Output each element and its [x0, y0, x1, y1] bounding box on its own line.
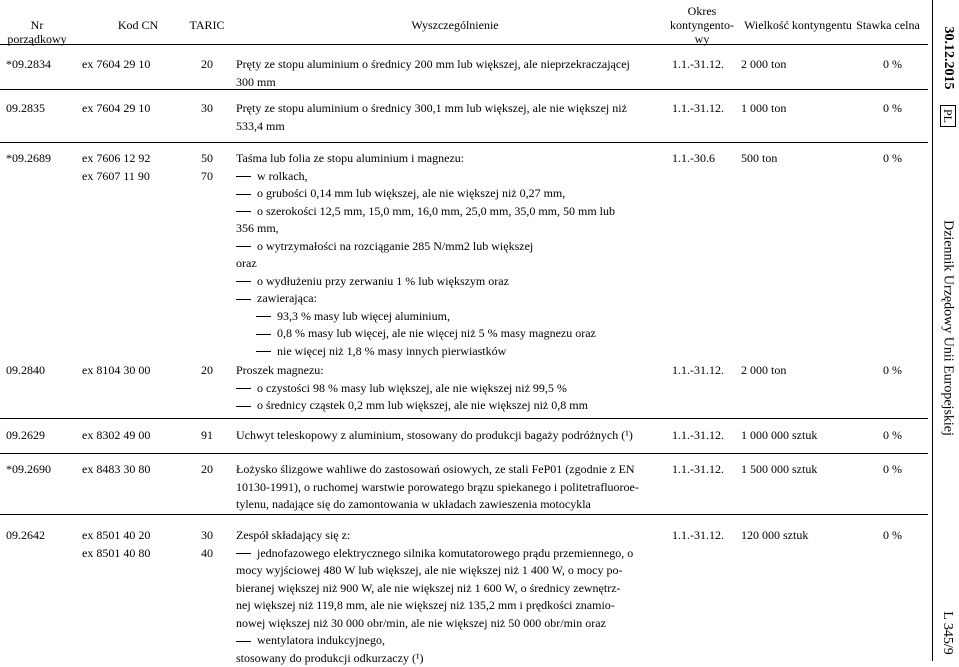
- description-line: bieranej większej niż 900 W, ale nie większej niż 1 600 W, o średnicy zewnętrz-: [236, 580, 656, 598]
- cn-code: [82, 100, 192, 118]
- description: [236, 527, 656, 667]
- cn-code-value: ex 8501 40 80: [82, 545, 192, 563]
- description-line: Pręty ze stopu aluminium o średnicy 300,1 mm lub większej, ale nie większej niż: [236, 100, 656, 118]
- header-nr: Nr porządkowy: [0, 18, 74, 46]
- list-dash: [236, 641, 251, 642]
- duty-rate: 0 %: [862, 427, 902, 445]
- duty-rate: 0 %: [862, 56, 902, 74]
- description-line: Taśma lub folia ze stopu aluminium i magnezu:: [236, 150, 656, 168]
- cn-code-value: ex 8483 30 80: [82, 461, 192, 479]
- quota-period: 1.1.-31.12.: [672, 427, 736, 445]
- header-taric: TARIC: [188, 18, 226, 32]
- description: [236, 150, 656, 360]
- row-rule: [0, 142, 928, 143]
- description-line: wentylatora indukcyjnego,: [236, 632, 656, 650]
- description-line: 533,4 mm: [236, 118, 656, 136]
- description-line: 0,8 % masy lub więcej, ale nie więcej niż 5 % masy magnezu oraz: [236, 325, 656, 343]
- cn-code: [82, 527, 192, 562]
- list-dash: [236, 246, 251, 247]
- description-line: nie więcej niż 1,8 % masy innych pierwiastków: [236, 343, 656, 361]
- journal-date: 30.12.2015: [940, 18, 956, 98]
- description-line: o czystości 98 % masy lub większej, ale nie większej niż 99,5 %: [236, 380, 656, 398]
- list-dash: [236, 211, 251, 212]
- taric-code-value: 30: [196, 527, 218, 545]
- journal-title: Dziennik Urzędowy Unii Europejskiej: [940, 206, 956, 451]
- description-line: Łożysko ślizgowe wahliwe do zastosowań osiowych, ze stali FeP01 (zgodnie z EN: [236, 461, 656, 479]
- list-dash: [236, 388, 251, 389]
- list-dash: [256, 316, 271, 317]
- description-line: 356 mm,: [236, 220, 656, 238]
- serial-number: *09.2690: [6, 461, 76, 479]
- duty-rate: 0 %: [862, 527, 902, 545]
- table-header: [0, 0, 930, 44]
- duty-rate: 0 %: [862, 461, 902, 479]
- list-dash: [256, 351, 271, 352]
- taric-code-value: 20: [196, 56, 218, 74]
- taric-code-value: 50: [196, 150, 218, 168]
- row-rule: [0, 418, 928, 419]
- quota-amount: 2 000 ton: [741, 56, 856, 74]
- list-dash: [236, 281, 251, 282]
- row-rule: [0, 453, 928, 454]
- header-quota-amount: Wielkość kontyngentu: [740, 18, 856, 32]
- quota-amount: 1 500 000 sztuk: [741, 461, 856, 479]
- cn-code: [82, 150, 192, 185]
- taric-code: [196, 362, 218, 380]
- cn-code: [82, 56, 192, 74]
- header-duty-rate: Stawka celna: [856, 18, 920, 32]
- description-line: nowej większej niż 30 000 obr/min, ale nie większej niż 50 000 obr/min oraz: [236, 615, 656, 633]
- list-dash: [236, 194, 251, 195]
- taric-code: [196, 100, 218, 118]
- header-rule: [0, 44, 928, 45]
- journal-page-ref: L 345/9: [939, 601, 955, 665]
- quota-amount: 2 000 ton: [741, 362, 856, 380]
- quota-period: 1.1.-31.12.: [672, 56, 736, 74]
- cn-code-value: ex 8104 30 00: [82, 362, 192, 380]
- cn-code-value: ex 7607 11 90: [82, 168, 192, 186]
- row-rule: [0, 514, 928, 515]
- description-line: zawierająca:: [236, 290, 656, 308]
- description-line: Zespół składający się z:: [236, 527, 656, 545]
- taric-code-value: 20: [196, 362, 218, 380]
- description: [236, 461, 656, 514]
- quota-period: 1.1.-31.12.: [672, 461, 736, 479]
- description-line: o szerokości 12,5 mm, 15,0 mm, 16,0 mm, 25,0 mm, 35,0 mm, 50 mm lub: [236, 203, 656, 221]
- taric-code: [196, 56, 218, 74]
- description-line: o średnicy cząstek 0,2 mm lub większej, ale nie większej niż 0,8 mm: [236, 397, 656, 415]
- description-line: 300 mm: [236, 74, 656, 92]
- header-description: Wyszczególnienie: [380, 18, 530, 32]
- duty-rate: 0 %: [862, 100, 902, 118]
- description: [236, 100, 656, 135]
- cn-code: [82, 461, 192, 479]
- list-dash: [236, 553, 251, 554]
- description-line: o wydłużeniu przy zerwaniu 1 % lub większym oraz: [236, 273, 656, 291]
- cn-code: [82, 362, 192, 380]
- taric-code-value: 20: [196, 461, 218, 479]
- header-cn: Kod CN: [98, 18, 178, 32]
- language-badge: PL: [940, 105, 956, 127]
- taric-code: [196, 461, 218, 479]
- cn-code-value: ex 8501 40 20: [82, 527, 192, 545]
- description-line: w rolkach,: [236, 168, 656, 186]
- cn-code-value: ex 7606 12 92: [82, 150, 192, 168]
- description-line: oraz: [236, 255, 656, 273]
- cn-code-value: ex 7604 29 10: [82, 100, 192, 118]
- serial-number: *09.2689: [6, 150, 76, 168]
- taric-code-value: 70: [196, 168, 218, 186]
- description-line: nej większej niż 119,8 mm, ale nie większej niż 135,2 mm i prędkości znamio-: [236, 597, 656, 615]
- description-line: Pręty ze stopu aluminium o średnicy 200 mm lub większej, ale nieprzekraczającej: [236, 56, 656, 74]
- description-line: 10130-1991), o ruchomej warstwie porowatego brązu spiekanego i politetrafluoroe-: [236, 479, 656, 497]
- taric-code-value: 40: [196, 545, 218, 563]
- duty-rate: 0 %: [862, 150, 902, 168]
- serial-number: 09.2642: [6, 527, 76, 545]
- quota-period: 1.1.-31.12.: [672, 362, 736, 380]
- duty-rate: 0 %: [862, 362, 902, 380]
- quota-period: 1.1.-31.12.: [672, 527, 736, 545]
- serial-number: 09.2629: [6, 427, 76, 445]
- taric-code-value: 91: [196, 427, 218, 445]
- description-line: stosowany do produkcji odkurzaczy (¹): [236, 650, 656, 667]
- serial-number: 09.2835: [6, 100, 76, 118]
- quota-amount: 500 ton: [741, 150, 856, 168]
- cn-code-value: ex 7604 29 10: [82, 56, 192, 74]
- description-line: mocy wyjściowej 480 W lub większej, ale nie większej niż 1 400 W, o mocy po-: [236, 562, 656, 580]
- list-dash: [256, 334, 271, 335]
- description-line: Uchwyt teleskopowy z aluminium, stosowany do produkcji bagaży podróżnych (¹): [236, 427, 656, 445]
- cn-code: [82, 427, 192, 445]
- description-line: jednofazowego elektrycznego silnika komutatorowego prądu przemiennego, o: [236, 545, 656, 563]
- taric-code: [196, 527, 218, 562]
- description-line: o wytrzymałości na rozciąganie 285 N/mm2 lub większej: [236, 238, 656, 256]
- quota-amount: 120 000 sztuk: [741, 527, 856, 545]
- description: [236, 427, 656, 445]
- header-quota-period: Okres kontyngento-wy: [668, 4, 736, 46]
- taric-code-value: 30: [196, 100, 218, 118]
- quota-amount: 1 000 ton: [741, 100, 856, 118]
- description-line: Proszek magnezu:: [236, 362, 656, 380]
- cn-code-value: ex 8302 49 00: [82, 427, 192, 445]
- description: [236, 56, 656, 91]
- description-line: tylenu, nadające się do zamontowania w układach zawieszenia motocykla: [236, 496, 656, 514]
- list-dash: [236, 406, 251, 407]
- description-line: o grubości 0,14 mm lub większej, ale nie większej niż 0,27 mm,: [236, 185, 656, 203]
- quota-amount: 1 000 000 sztuk: [741, 427, 856, 445]
- quota-period: 1.1.-30.6: [672, 150, 736, 168]
- taric-code: [196, 427, 218, 445]
- quota-period: 1.1.-31.12.: [672, 100, 736, 118]
- journal-side-margin: [932, 0, 959, 661]
- description-line: 93,3 % masy lub więcej aluminium,: [236, 308, 656, 326]
- description: [236, 362, 656, 415]
- serial-number: 09.2840: [6, 362, 76, 380]
- list-dash: [236, 299, 251, 300]
- taric-code: [196, 150, 218, 185]
- serial-number: *09.2834: [6, 56, 76, 74]
- list-dash: [236, 176, 251, 177]
